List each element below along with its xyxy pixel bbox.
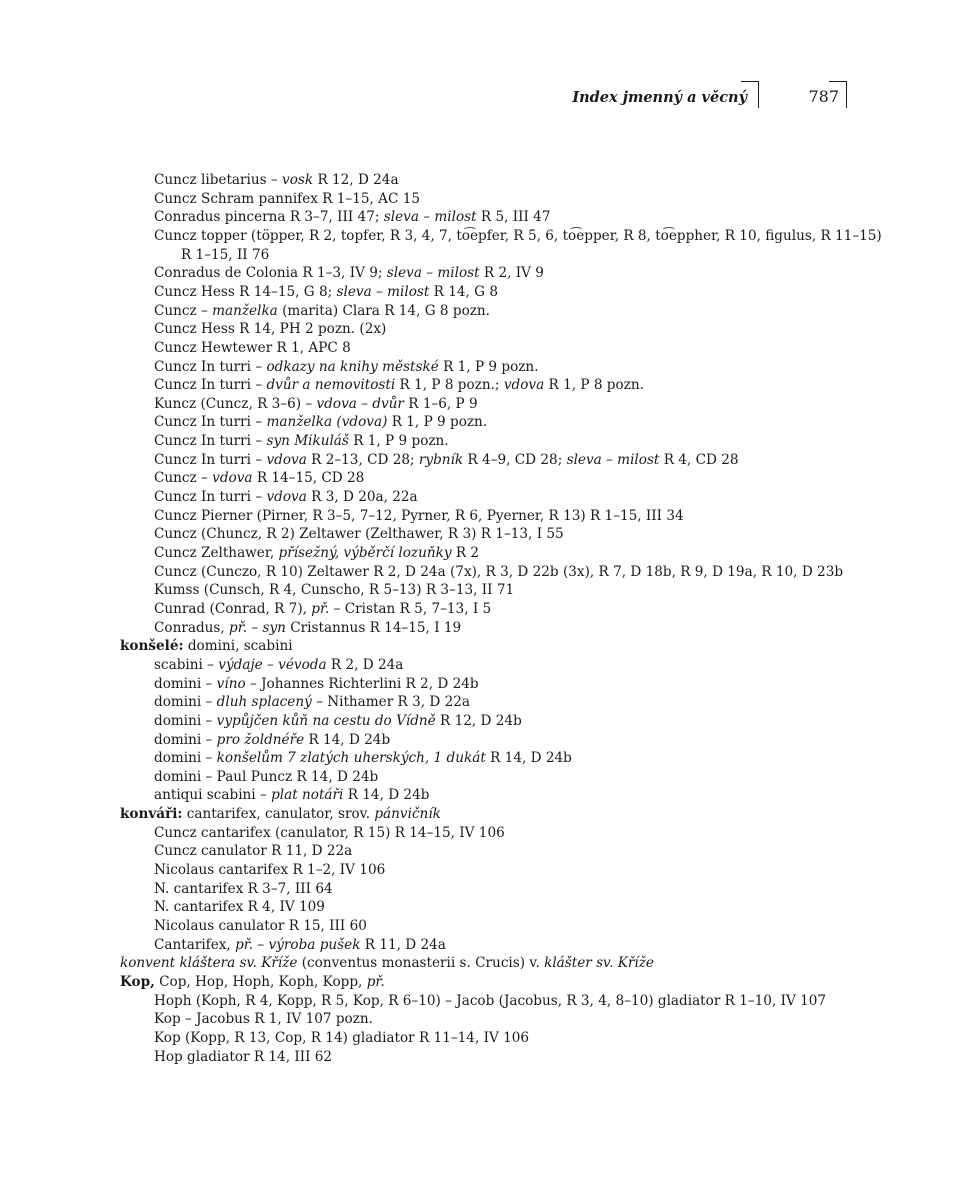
index-entry-line (154, 320, 386, 338)
entry-text: Hoph (Koph, R 4, Kopp, R 5, Kop, R 6–10) – Jacob (Jacobus, R 3, 4, 8–10) gladiator R 1–10, IV 107 (154, 992, 827, 1009)
entry-text: R 1, P 8 pozn.; (395, 377, 504, 394)
entry-text: R 4–9, CD 28; (463, 451, 567, 468)
entry-text: – (247, 619, 263, 636)
entry-text: R 1, P 8 pozn. (544, 377, 644, 394)
italic-text: rybník (418, 451, 464, 468)
italic-text: vdova (266, 489, 307, 506)
entry-text: R 11, D 24a (360, 936, 446, 953)
italic-text: plat notáři (271, 787, 344, 804)
index-entry-line (154, 227, 882, 245)
index-entry-line (154, 992, 826, 1010)
italic-text: konšelům 7 zlatých uherských, 1 dukát (216, 750, 486, 767)
entry-text: cantarifex, canulator, srov. (182, 806, 375, 823)
entry-text: Cristannus R 14–15, I 19 (285, 619, 462, 636)
entry-text: Cuncz In turri – (154, 451, 267, 468)
running-header (0, 80, 960, 110)
entry-text: domini, scabini (183, 638, 293, 655)
italic-text: př. (311, 600, 330, 617)
entry-text: R 2, IV 9 (479, 265, 544, 282)
entry-text: domini – (154, 675, 217, 692)
entry-text: R 4, CD 28 (659, 451, 739, 468)
entry-text: – Nithamer R 3, D 22a (311, 694, 471, 711)
index-heading-line (120, 954, 654, 972)
corner-mark (741, 81, 759, 108)
entry-text: Cuncz In turri – (154, 377, 267, 394)
italic-text: sleva – milost (383, 209, 477, 226)
index-entry-line (154, 190, 420, 208)
entry-text: Cuncz (Chuncz, R 2) Zeltawer (Zelthawer, R 3) R 1–13, I 55 (154, 526, 564, 543)
entry-text: – Johannes Richterlini R 2, D 24b (245, 675, 479, 692)
entry-text: R 14, D 24b (343, 787, 430, 804)
italic-text: vdova (503, 377, 545, 394)
entry-text: Nicolaus canulator R 15, III 60 (154, 918, 367, 934)
italic-text: víno (216, 675, 246, 692)
index-heading-line (120, 973, 385, 991)
index-entry-line (154, 619, 461, 637)
entry-text: – (253, 936, 269, 953)
italic-text: sleva – milost (566, 451, 660, 468)
index-entry-line (154, 842, 352, 860)
entry-text: R 1, P 9 pozn. (348, 433, 449, 450)
italic-text: př. (235, 936, 254, 953)
index-entry-line (154, 712, 522, 730)
index-entry-line (154, 376, 644, 394)
heading-term: konváři: (120, 806, 183, 823)
entry-text: Cuncz Schram pannifex R 1–15, AC 15 (154, 190, 421, 207)
index-entry-line (154, 1010, 373, 1028)
corner-mark (829, 81, 847, 108)
entry-text: N. cantarifex R 3–7, III 64 (154, 880, 333, 897)
entry-text: Cuncz In turri – (154, 489, 267, 506)
entry-text: Cantarifex, (154, 936, 236, 953)
entry-text: Cuncz – (154, 470, 213, 487)
entry-text: antiqui scabini – (154, 787, 272, 804)
index-entry-line (154, 208, 550, 226)
running-title: Index jmenný a věcný (572, 89, 747, 106)
italic-text: př. (229, 619, 248, 636)
italic-text: přísežný, výběrčí lozuňky (278, 545, 452, 561)
index-heading-line (120, 637, 293, 655)
entry-text: (conventus monasterii s. Crucis) v. (297, 955, 545, 972)
index-entry-line (154, 693, 470, 711)
entry-text: Cuncz Hess R 14, PH 2 pozn. (2x) (154, 321, 387, 338)
index-entry-line (154, 302, 490, 320)
index-entry-line (154, 749, 572, 767)
entry-text: Cunrad (Conrad, R 7), (154, 600, 312, 617)
index-entry-line (154, 768, 378, 786)
entry-text: R 1, P 9 pozn. (438, 358, 539, 375)
entry-text: Cuncz topper (töpper, R 2, topfer, R 3, 4, 7, to͡epfer, R 5, 6, to͡epper, R 8, to͡eppher, R 10, figulus, R 11–15) (154, 227, 882, 244)
entry-text: domini – Paul Puncz R 14, D 24b (154, 768, 379, 785)
entry-text: R 2, D 24a (326, 656, 404, 673)
italic-text: dvůr a nemovitosti (266, 377, 396, 394)
entry-text: domini – (154, 712, 217, 729)
index-entry-line (154, 917, 367, 935)
entry-text: R 5, III 47 (476, 209, 551, 226)
entry-text: Kop – Jacobus R 1, IV 107 pozn. (154, 1011, 373, 1028)
italic-text: konvent kláštera sv. Kříže (120, 955, 298, 972)
italic-text: odkazy na knihy městské (266, 358, 439, 375)
index-entry-line (154, 358, 539, 376)
index-entry-line (154, 675, 479, 693)
entry-text: Conradus de Colonia R 1–3, IV 9; (154, 265, 387, 282)
italic-text: syn (262, 619, 286, 636)
entry-text: Cuncz Hess R 14–15, G 8; (154, 283, 337, 300)
index-entry-line (154, 1029, 529, 1047)
index-entry-line (154, 507, 684, 525)
index-heading-line (120, 805, 441, 823)
index-entry-line (154, 339, 351, 357)
index-entry-line (154, 880, 333, 898)
entry-text: Kuncz (Cuncz, R 3–6) – (154, 395, 317, 412)
italic-text: vdova (212, 470, 253, 487)
index-entry-line (154, 395, 478, 413)
entry-text: domini – (154, 731, 217, 748)
heading-term: Kop, (120, 973, 155, 990)
entry-text: N. cantarifex R 4, IV 109 (154, 899, 325, 916)
entry-text: R 14, G 8 (429, 283, 498, 300)
index-entry-line (154, 544, 479, 562)
italic-text: vdova (266, 451, 307, 468)
italic-text: př. (366, 973, 385, 990)
entry-text: Cuncz Zelthawer, (154, 545, 279, 561)
index-entry-line (154, 525, 564, 543)
index-entry-line (154, 488, 418, 506)
index-entry-line (154, 283, 498, 301)
entry-text: Hop gladiator R 14, III 62 (154, 1048, 333, 1065)
index-entry-line (154, 786, 429, 804)
entry-text: R 1–15, II 76 (181, 246, 270, 263)
entry-text: domini – (154, 750, 217, 767)
italic-text: vdova – dvůr (316, 395, 404, 412)
italic-text: manželka (212, 302, 278, 319)
entry-text: Cuncz cantarifex (canulator, R 15) R 14–15, IV 106 (154, 824, 505, 841)
italic-text: vosk (282, 172, 314, 188)
entry-text: R 3, D 20a, 22a (306, 489, 418, 506)
entry-text: Kumss (Cunsch, R 4, Cunscho, R 5–13) R 3–13, II 71 (154, 582, 515, 599)
entry-text: R 1, P 9 pozn. (387, 414, 488, 431)
index-entry-line (154, 898, 325, 916)
index-entry-line (154, 451, 739, 469)
entry-text: R 12, D 24a (313, 172, 399, 188)
entry-text: R 14, D 24b (304, 731, 391, 748)
entry-text: Cuncz (Cunczo, R 10) Zeltawer R 2, D 24a (7x), R 3, D 22b (3x), R 7, D 18b, R 9, D 19a, R 10, D 23b (154, 563, 844, 580)
italic-text: sleva – milost (386, 265, 480, 282)
index-entry-line (154, 656, 403, 674)
index-entry-line (154, 600, 491, 618)
heading-term: konšelé: (120, 638, 184, 655)
entry-text: Conradus pincerna R 3–7, III 47; (154, 209, 384, 226)
entry-text: Cuncz Pierner (Pirner, R 3–5, 7–12, Pyrner, R 6, Pyerner, R 13) R 1–15, III 34 (154, 507, 684, 524)
index-entry-line (154, 171, 399, 189)
index-entry-line (154, 469, 364, 487)
entry-text: R 2 (451, 545, 480, 561)
entry-text: (marita) Clara R 14, G 8 pozn. (277, 302, 491, 319)
index-entry-line (154, 861, 385, 879)
index-entry-line (154, 264, 544, 282)
entry-text: domini – (154, 694, 217, 711)
entry-text: Cuncz libetarius – (154, 172, 283, 188)
entry-text: Nicolaus cantarifex R 1–2, IV 106 (154, 862, 386, 879)
entry-text: Cuncz Hewtewer R 1, APC 8 (154, 339, 351, 356)
entry-text: Cuncz canulator R 11, D 22a (154, 843, 353, 860)
entry-text: Cuncz In turri – (154, 358, 267, 375)
entry-text: R 12, D 24b (435, 712, 522, 729)
italic-text: syn Mikuláš (266, 433, 349, 450)
index-entry-line (154, 432, 449, 450)
index-entry-line (154, 824, 505, 842)
index-entry-line (154, 413, 487, 431)
index-entry-line (154, 563, 843, 581)
entry-text: scabini – (154, 656, 219, 673)
italic-text: pro žoldnéře (216, 731, 305, 748)
entry-text: Cop, Hop, Hoph, Koph, Kopp, (154, 973, 367, 990)
entry-text: Cuncz – (154, 302, 213, 319)
entry-text: R 14, D 24b (485, 750, 572, 767)
entry-text: Cuncz In turri – (154, 414, 267, 431)
index-entry-line (154, 1048, 332, 1066)
entry-text: Kop (Kopp, R 13, Cop, R 14) gladiator R 11–14, IV 106 (154, 1029, 530, 1046)
italic-text: výroba pušek (268, 936, 361, 953)
entry-text: R 2–13, CD 28; (306, 451, 419, 468)
entry-text: – Cristan R 5, 7–13, I 5 (329, 600, 492, 617)
index-entry-line (154, 581, 514, 599)
italic-text: pánvičník (374, 806, 441, 823)
entry-text: R 1–6, P 9 (403, 395, 478, 412)
index-entry-line (154, 731, 390, 749)
index-entry-line (154, 936, 446, 954)
entry-text: R 14–15, CD 28 (252, 470, 365, 487)
entry-text: Conradus, (154, 619, 230, 636)
italic-text: dluh splacený (216, 694, 312, 711)
italic-text: sleva – milost (336, 283, 430, 300)
italic-text: manželka (vdova) (266, 414, 388, 431)
page-number: 787 (808, 87, 839, 106)
italic-text: vypůjčen kůň na cestu do Vídně (216, 712, 436, 729)
entry-text: Cuncz In turri – (154, 433, 267, 450)
italic-text: výdaje – vévoda (218, 656, 327, 673)
index-entry-line (181, 246, 269, 264)
italic-text: klášter sv. Kříže (544, 955, 654, 972)
